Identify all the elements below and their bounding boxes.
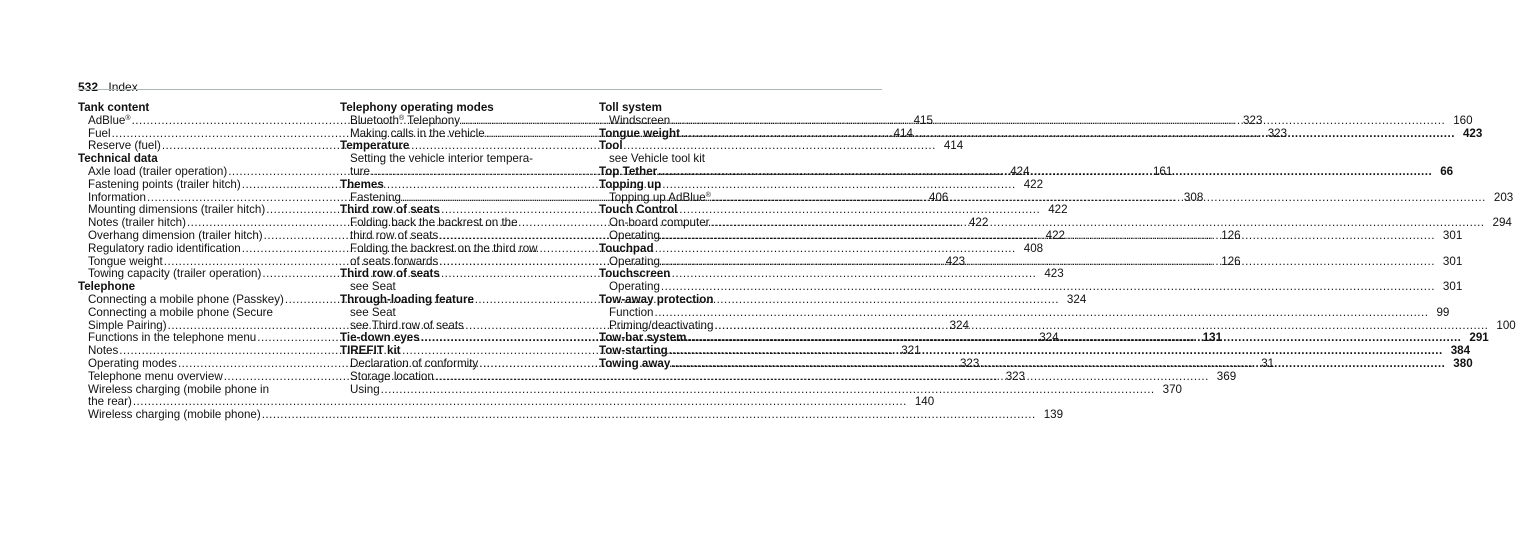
index-heading: Third row of seats <box>340 267 440 281</box>
dot-leader <box>671 358 1445 371</box>
page-reference: 422 <box>1023 177 1044 191</box>
entry-label-text: Tongue weight <box>88 254 163 268</box>
index-heading: Topping up <box>599 177 662 191</box>
index-heading: Tank content <box>78 101 150 114</box>
page-reference: 294 <box>1492 216 1512 230</box>
entry-label-text: AdBlue <box>88 113 126 127</box>
entry-label-text: Priming/deactivating <box>609 318 714 332</box>
index-heading: Themes <box>340 177 384 191</box>
page-reference: 100 <box>1496 318 1516 332</box>
entry-label-text: Overhang dimension (trailer hitch) <box>88 228 263 242</box>
dot-leader <box>661 230 1435 243</box>
page-reference: 160 <box>1453 113 1473 127</box>
dot-leader <box>661 256 1435 269</box>
index-heading: Telephony operating modes <box>340 101 494 114</box>
page-reference: 31 <box>1261 356 1275 370</box>
page-reference: 415 <box>913 113 933 127</box>
page-reference: 301 <box>1442 254 1463 268</box>
page-reference: 323 <box>1267 126 1288 140</box>
entry-label-text: Reserve (fuel) <box>88 139 161 153</box>
entry-label <box>599 166 657 179</box>
index-heading: Telephone <box>78 280 136 294</box>
entry-label-text: Operating <box>609 228 660 242</box>
dot-leader <box>681 128 1455 141</box>
page-reference: 324 <box>1066 292 1087 306</box>
dot-leader <box>712 192 1486 205</box>
entry-label-text: Tie-down eyes <box>340 331 420 345</box>
page-reference: 291 <box>1469 331 1489 345</box>
page-reference: 323 <box>959 356 980 370</box>
page-reference: 424 <box>1010 164 1030 178</box>
entry-label-text: Tongue weight <box>599 126 680 140</box>
entry-label-text: Fastening <box>350 190 401 204</box>
index-heading: Tool <box>599 139 623 153</box>
entry-label-text: Operating <box>609 254 660 268</box>
index-subentry-text: Setting the vehicle interior tempera- <box>350 152 534 166</box>
index-heading: Temperature <box>340 139 410 153</box>
entry-label-text: Top Tether <box>599 164 658 178</box>
page-reference: 369 <box>1216 369 1237 383</box>
page-reference: 384 <box>1450 344 1471 358</box>
page-reference: 324 <box>1039 331 1059 345</box>
dot-leader <box>658 166 1432 179</box>
dot-leader <box>671 115 1445 128</box>
entry-label-suffix: Telephony <box>404 113 461 127</box>
page-reference: 323 <box>1005 369 1026 383</box>
entry-label-text: Information <box>88 190 146 204</box>
entry-label-text: Function <box>609 305 654 319</box>
page-reference: 301 <box>1442 228 1463 242</box>
page-reference: 323 <box>1243 113 1263 127</box>
entry-label-text: ture <box>350 164 370 178</box>
entry-label-text: Simple Pairing) <box>88 318 167 332</box>
index-entry <box>78 408 1064 422</box>
entry-label-text: Mounting dimensions (trailer hitch) <box>88 203 266 217</box>
page-number: 532 <box>78 80 99 94</box>
index-subentry-text: see Vehicle tool kit <box>609 152 706 166</box>
entry-label-text: Topping up AdBlue <box>609 190 706 204</box>
entry-label-text: Axle load (trailer operation) <box>88 164 228 178</box>
page-reference: 324 <box>949 318 969 332</box>
page-reference: 139 <box>1043 408 1064 422</box>
page-reference: 414 <box>943 139 964 153</box>
page-reference: 131 <box>1202 331 1223 345</box>
page-reference: 414 <box>893 126 913 140</box>
page-title: Index <box>108 80 138 94</box>
registered-mark: ® <box>399 114 405 122</box>
index-heading: Touch Control <box>599 203 678 217</box>
index-subentry-text: Folding back the backrest on the <box>350 216 518 230</box>
page-reference: 99 <box>1436 305 1450 319</box>
registered-mark: ® <box>125 114 131 122</box>
page-reference: 161 <box>1152 164 1173 178</box>
page-reference: 423 <box>1044 267 1064 281</box>
entry-label <box>350 384 380 397</box>
page-reference: 423 <box>945 254 966 268</box>
index-heading: Touchscreen <box>599 267 671 281</box>
index-heading: Tow-away protection <box>599 292 714 306</box>
entry-label-text: Regulatory radio identification <box>88 241 241 255</box>
entry-label-text: Connecting a mobile phone (Passkey) <box>88 292 284 306</box>
entry-label-text: Making calls in the vehicle <box>350 126 485 140</box>
entry-label-text: Tow-starting <box>599 344 668 358</box>
page-reference: 308 <box>1183 190 1204 204</box>
dot-leader <box>262 409 1036 422</box>
page-reference: 203 <box>1493 190 1514 204</box>
entry-label <box>88 294 284 307</box>
entry-label-text: Towing away <box>599 356 671 370</box>
dot-leader <box>654 307 1428 320</box>
index-heading: Technical data <box>78 152 158 166</box>
page-reference: 126 <box>1221 228 1241 242</box>
index-heading: Through-loading feature <box>340 292 474 306</box>
entry-label <box>599 358 670 371</box>
index-heading: Toll system <box>599 101 662 114</box>
entry-label-text: of seats forwards <box>350 254 439 268</box>
entry-label-text: Towing capacity (trailer operation) <box>88 267 262 281</box>
entry-label-text: Fuel <box>88 126 111 140</box>
entry-label-text: Wireless charging (mobile phone) <box>88 408 261 422</box>
entry-label-text: Declaration of conformity <box>350 356 479 370</box>
dot-leader <box>661 281 1435 294</box>
page-reference: 423 <box>1462 126 1483 140</box>
entry-label-text: Operating <box>609 280 660 294</box>
entry-label <box>88 371 223 384</box>
entry-label-text: Windscreen <box>609 113 671 127</box>
page-reference: 370 <box>1162 382 1182 396</box>
entry-label-text: Functions in the telephone menu <box>88 331 257 345</box>
index-heading: Touchpad <box>599 241 654 255</box>
page-reference: 66 <box>1440 164 1454 178</box>
page-reference: 301 <box>1442 280 1463 294</box>
index-subentry-text: see Seat <box>350 280 396 294</box>
entry-label-text: Storage location <box>350 369 434 383</box>
entry-label-text: Notes <box>88 344 119 358</box>
entry-label <box>350 166 370 179</box>
entry-label <box>609 230 660 243</box>
page-reference: 126 <box>1221 254 1241 268</box>
page-header <box>78 80 138 94</box>
header-divider <box>78 89 882 90</box>
page-reference: 321 <box>901 344 921 358</box>
page-reference: 422 <box>1045 228 1065 242</box>
entry-label <box>350 230 438 243</box>
entry-label-text: Notes (trailer hitch) <box>88 216 186 230</box>
page-reference: 140 <box>914 395 935 409</box>
index-subentry-text: see Third row of seats <box>350 318 464 332</box>
index-heading: Third row of seats <box>340 203 440 217</box>
dot-leader <box>381 384 1155 397</box>
entry-label-text: Bluetooth <box>350 113 399 127</box>
entry-label-text: Tow-bar system <box>599 331 687 345</box>
entry-label-text: Using <box>350 382 380 396</box>
entry-label-text: the rear) <box>88 395 132 409</box>
dot-leader <box>435 371 1209 384</box>
page-reference: 422 <box>968 216 989 230</box>
index-subentry-text: Folding the backrest on the third row <box>350 241 538 255</box>
page-reference: 380 <box>1453 356 1473 370</box>
index-subentry-text: Wireless charging (mobile phone in <box>88 382 270 396</box>
page-reference: 422 <box>1048 203 1068 217</box>
entry-label-text: On-board computer <box>609 216 710 230</box>
index-entry <box>340 382 1182 397</box>
index-subentry-text: see Seat <box>350 305 396 319</box>
index-heading: TIREFIT kit <box>340 344 401 358</box>
entry-label-text: Operating modes <box>88 356 177 370</box>
entry-label-text: Fastening points (trailer hitch) <box>88 177 241 191</box>
registered-mark: ® <box>705 191 711 199</box>
page-reference: 406 <box>929 190 949 204</box>
page-reference: 408 <box>1023 241 1044 255</box>
entry-label <box>88 409 261 422</box>
index-subentry-text: Connecting a mobile phone (Secure <box>88 305 273 319</box>
entry-label-text: Telephone menu overview <box>88 369 223 383</box>
entry-label-text: third row of seats <box>350 228 439 242</box>
